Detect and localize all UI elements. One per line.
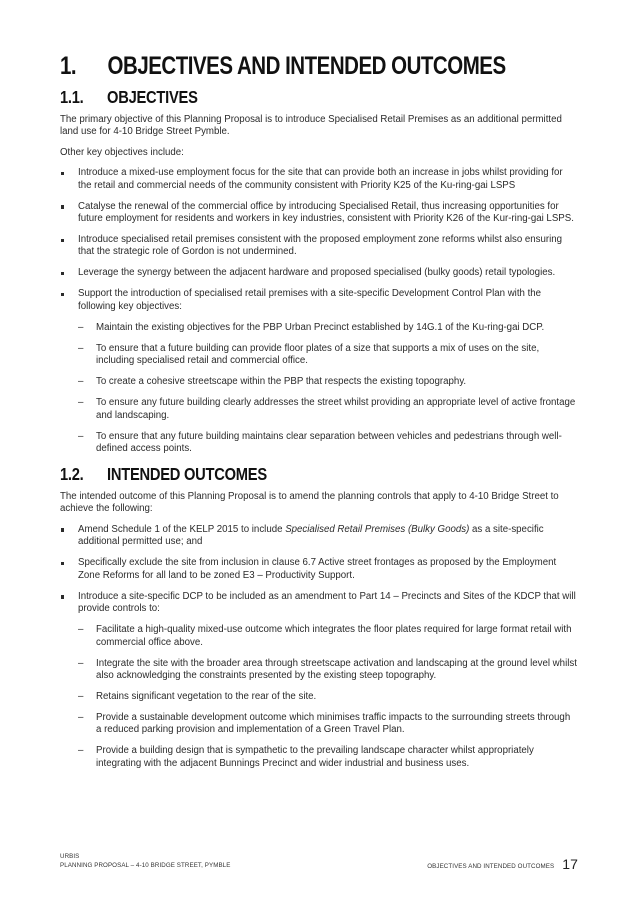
sublist-item: – Integrate the site with the broader area through streetscape activation and landscaping at the ground level whilst also acknowledging the constraints presented by the existing steep topography.	[78, 658, 578, 683]
sublist-item: – Retains significant vegetation to the rear of the site.	[78, 691, 578, 703]
sublist-item: – To ensure that a future building can provide floor plates of a size that supports a mix of uses on the site, including specialised retail and commercial office.	[78, 343, 578, 368]
page-number: 17	[562, 856, 578, 872]
footer-company: URBIS	[60, 853, 80, 860]
subsection-title: OBJECTIVES	[107, 87, 198, 107]
sublist-item: – To create a cohesive streetscape within the PBP that respects the existing topography.	[78, 376, 578, 388]
sublist-item: – Provide a sustainable development outcome which minimises traffic impacts to the surrounding streets through a reduced parking provision and implementation of a Green Travel Plan.	[78, 712, 578, 737]
list-item: Introduce a mixed-use employment focus for the site that can provide both an increase in jobs whilst providing for the retail and commercial needs of the community consistent with Priority K25 of the Ku-ring-gai LSPS	[60, 167, 578, 192]
objectives-intro: The primary objective of this Planning Proposal is to introduce Specialised Retail Premises as an additional permitted land use for 4-10 Bridge Street Pymble.	[60, 114, 562, 138]
document-page	[60, 52, 578, 779]
sublist-item: – Maintain the existing objectives for the PBP Urban Precinct established by 14G.1 of the Ku-ring-gai DCP.	[78, 322, 578, 334]
outcomes-list	[60, 524, 578, 770]
list-item-text: as a site-specific additional permitted use; and	[78, 523, 544, 548]
list-item: Introduce specialised retail premises consistent with the proposed employment zone reforms whilst also ensuring that the strategic role of Gordon is not undermined.	[60, 234, 578, 259]
list-item-text: Support the introduction of specialised retail premises with a site-specific Development Control Plan with the following key objectives:	[78, 288, 542, 312]
outcomes-sublist	[78, 624, 578, 770]
outcomes-intro: The intended outcome of this Planning Proposal is to amend the planning controls that apply to 4-10 Bridge Street to achieve the following:	[60, 491, 559, 515]
subsection-title: INTENDED OUTCOMES	[107, 464, 267, 485]
list-item-text: Introduce a site-specific DCP to be included as an amendment to Part 14 – Precincts and Sites of the KDCP that will provide controls to:	[78, 590, 576, 615]
list-item-text: Amend Schedule 1 of the KELP 2015 to include	[78, 523, 286, 535]
list-item	[60, 288, 578, 455]
section-number: 1.	[60, 52, 77, 80]
objectives-sublist	[78, 322, 578, 456]
footer-section-name: OBJECTIVES AND INTENDED OUTCOMES	[427, 863, 555, 870]
objectives-list	[60, 167, 578, 455]
list-item	[60, 524, 578, 549]
italic-term: Specialised Retail Premises (Bulky Goods)	[285, 523, 470, 535]
sublist-item: – To ensure any future building clearly addresses the street whilst providing an appropriate level of active frontage and landscaping.	[78, 397, 578, 422]
list-item	[60, 591, 578, 770]
page-footer	[60, 852, 578, 870]
sublist-item: – Provide a building design that is sympathetic to the prevailing landscape character whilst appropriately integrating with the adjacent Bunnings Precinct and wider industrial and business uses.	[78, 745, 578, 770]
subsection-number: 1.2.	[60, 464, 84, 485]
list-item: Catalyse the renewal of the commercial office by introducing Specialised Retail, thus increasing opportunities for future employment for residents and workers in key industries, consistent with Priority K26 of the Kur-ring-gai LSPS.	[60, 201, 578, 226]
section-heading	[60, 52, 506, 80]
footer-right	[427, 855, 578, 871]
subsection-heading-objectives	[60, 87, 495, 107]
sublist-item: – Facilitate a high-quality mixed-use outcome which integrates the floor plates required for large format retail with commercial office above.	[78, 624, 578, 649]
section-title: OBJECTIVES AND INTENDED OUTCOMES	[107, 52, 506, 80]
subsection-heading-outcomes	[60, 464, 495, 484]
objectives-lead: Other key objectives include:	[60, 146, 184, 158]
sublist-item: – To ensure that any future building maintains clear separation between vehicles and pedestrians through well-defined access points.	[78, 431, 578, 456]
footer-document-title: PLANNING PROPOSAL – 4-10 BRIDGE STREET, PYMBLE	[60, 862, 231, 869]
subsection-number: 1.1.	[60, 87, 84, 107]
list-item: Leverage the synergy between the adjacent hardware and proposed specialised (bulky goods) retail typologies.	[60, 267, 578, 279]
list-item: Specifically exclude the site from inclusion in clause 6.7 Active street frontages as proposed by the Employment Zone Reforms for all land to be zoned E3 – Productivity Support.	[60, 557, 578, 582]
